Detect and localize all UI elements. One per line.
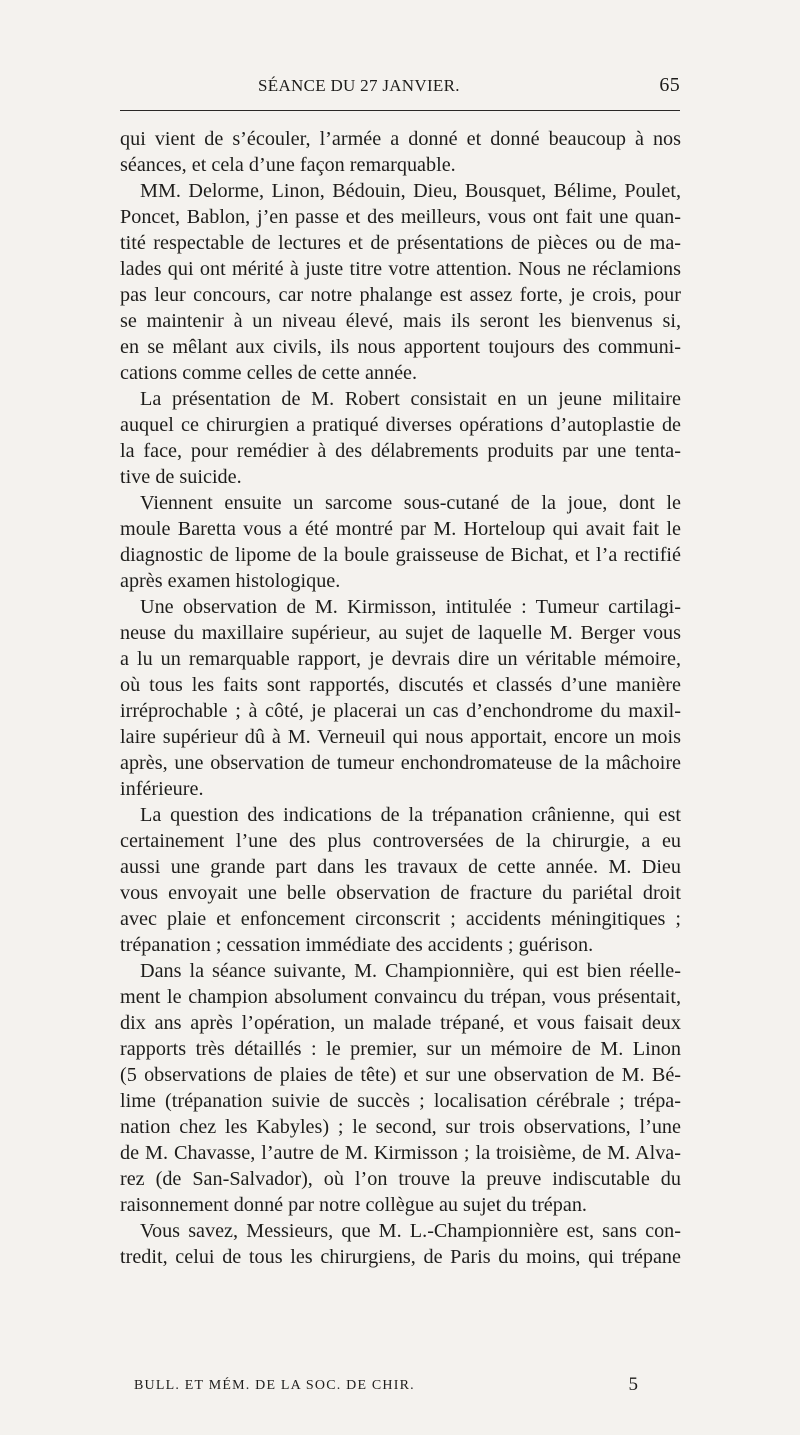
text-line: se maintenir à un niveau élevé, mais ils seront les bienvenus si, xyxy=(120,310,681,332)
text-line: Poncet, Bablon, j’en passe et des meilleurs, vous ont fait une quan- xyxy=(120,206,681,228)
text-line: rez (de San-Salvador), où l’on trouve la preuve indiscutable du xyxy=(120,1168,681,1190)
text-line: raisonnement donné par notre collègue au sujet du trépan. xyxy=(120,1194,587,1216)
text-line: La question des indications de la trépanation crânienne, qui est xyxy=(140,804,681,826)
text-line: a lu un remarquable rapport, je devrais dire un véritable mémoire, xyxy=(120,648,681,670)
text-line: ment le champion absolument convaincu du trépan, vous présentait, xyxy=(120,986,681,1008)
text-line: MM. Delorme, Linon, Bédouin, Dieu, Bousquet, Bélime, Poulet, xyxy=(140,180,681,202)
text-line: inférieure. xyxy=(120,778,204,800)
text-line: Dans la séance suivante, M. Championnière, qui est bien réelle- xyxy=(140,960,681,982)
text-line: auquel ce chirurgien a pratiqué diverses opérations d’autoplastie de xyxy=(120,414,681,436)
text-line: qui vient de s’écouler, l’armée a donné et donné beaucoup à nos xyxy=(120,128,681,150)
text-line: tredit, celui de tous les chirurgiens, de Paris du moins, qui trépane xyxy=(120,1246,681,1268)
text-line: trépanation ; cessation immédiate des accidents ; guérison. xyxy=(120,934,594,956)
text-line: tité respectable de lectures et de présentations de pièces ou de ma- xyxy=(120,232,681,254)
text-line: en se mêlant aux civils, ils nous apportent toujours des communi- xyxy=(120,336,681,358)
header-rule xyxy=(120,110,680,111)
text-line: Une observation de M. Kirmisson, intitulée : Tumeur cartilagi- xyxy=(140,596,681,618)
text-line: rapports très détaillés : le premier, sur un mémoire de M. Linon xyxy=(120,1038,681,1060)
text-line: séances, et cela d’une façon remarquable. xyxy=(120,154,456,176)
page-footer xyxy=(134,1374,638,1398)
text-line: après examen histologique. xyxy=(120,570,341,592)
running-title: SÉANCE DU 27 JANVIER. xyxy=(258,76,460,95)
text-line: pas leur concours, car notre phalange est assez forte, je crois, pour xyxy=(120,284,681,306)
text-line: La présentation de M. Robert consistait en un jeune militaire xyxy=(140,388,681,410)
text-line: vous envoyait une belle observation de fracture du pariétal droit xyxy=(120,882,681,904)
text-line: certainement l’une des plus controversées de la chirurgie, a eu xyxy=(120,830,681,852)
signature-mark: 5 xyxy=(628,1374,638,1395)
text-line: de M. Chavasse, l’autre de M. Kirmisson ; la troisième, de M. Alva- xyxy=(120,1142,681,1164)
running-header xyxy=(258,74,680,100)
text-line: moule Baretta vous a été montré par M. Horteloup qui avait fait le xyxy=(120,518,681,540)
text-line: lime (trépanation suivie de succès ; localisation cérébrale ; trépa- xyxy=(120,1090,681,1112)
page-number: 65 xyxy=(659,74,680,96)
text-line: neuse du maxillaire supérieur, au sujet de laquelle M. Berger vous xyxy=(120,622,681,644)
text-line: irréprochable ; à côté, je placerai un cas d’enchondrome du maxil- xyxy=(120,700,681,722)
text-line: Viennent ensuite un sarcome sous-cutané de la joue, dont le xyxy=(140,492,681,514)
text-line: (5 observations de plaies de tête) et sur une observation de M. Bé- xyxy=(120,1064,681,1086)
body-text xyxy=(120,126,681,1270)
text-line: diagnostic de lipome de la boule graisseuse de Bichat, et l’a rectifié xyxy=(120,544,681,566)
text-line: tive de suicide. xyxy=(120,466,242,488)
text-line: où tous les faits sont rapportés, discutés et classés d’une manière xyxy=(120,674,681,696)
text-line: lades qui ont mérité à juste titre votre attention. Nous ne réclamions xyxy=(120,258,681,280)
text-line: avec plaie et enfoncement circonscrit ; accidents méningitiques ; xyxy=(120,908,681,930)
text-line: dix ans après l’opération, un malade trépané, et vous faisait deux xyxy=(120,1012,681,1034)
text-line: nation chez les Kabyles) ; le second, sur trois observations, l’une xyxy=(120,1116,681,1138)
text-line: aussi une grande part dans les travaux de cette année. M. Dieu xyxy=(120,856,681,878)
text-line: après, une observation de tumeur enchondromateuse de la mâchoire xyxy=(120,752,681,774)
text-line: la face, pour remédier à des délabrements produits par une tenta- xyxy=(120,440,681,462)
journal-signature: BULL. ET MÉM. DE LA SOC. DE CHIR. xyxy=(134,1378,415,1393)
text-line: laire supérieur dû à M. Verneuil qui nous apportait, encore un mois xyxy=(120,726,681,748)
text-line: Vous savez, Messieurs, que M. L.-Championnière est, sans con- xyxy=(140,1220,681,1242)
text-line: cations comme celles de cette année. xyxy=(120,362,418,384)
